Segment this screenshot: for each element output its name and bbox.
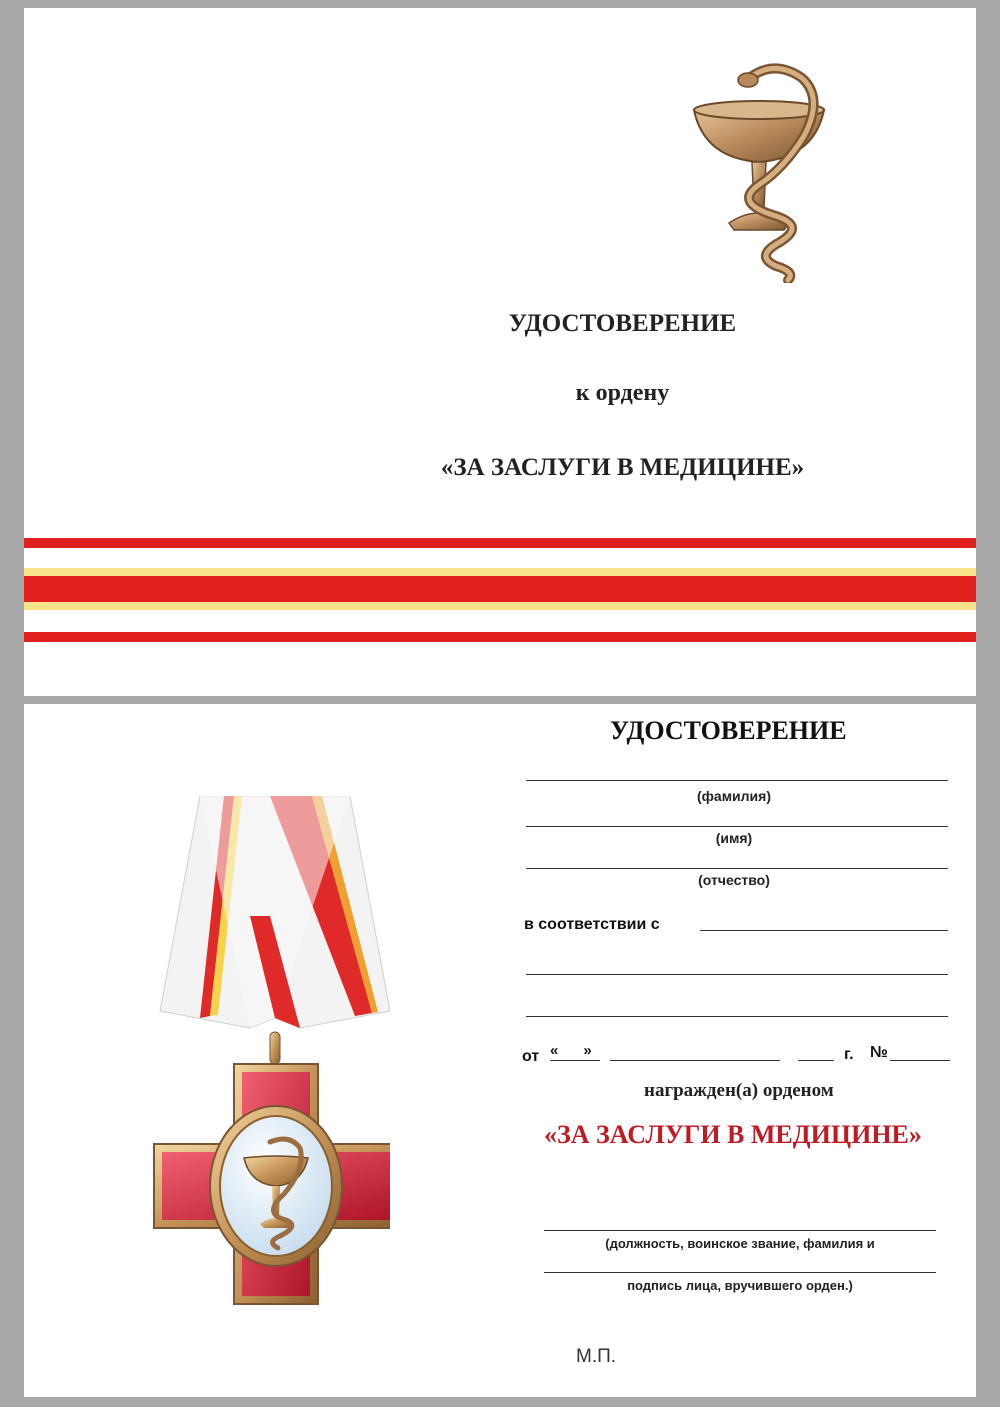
surname-line[interactable] bbox=[526, 780, 948, 781]
date-day-line bbox=[550, 1060, 600, 1061]
signature-line-2[interactable] bbox=[544, 1272, 936, 1273]
cover-order-name: «ЗА ЗАСЛУГИ В МЕДИЦИНЕ» bbox=[440, 454, 805, 481]
surname-caption: (фамилия) bbox=[697, 788, 771, 804]
stripe-yellow-top bbox=[24, 568, 976, 576]
cover-subtitle: к ордену bbox=[575, 380, 670, 406]
stripe-yellow-bottom bbox=[24, 602, 976, 610]
signature-line-1[interactable] bbox=[544, 1230, 936, 1231]
name-caption: (имя) bbox=[715, 830, 753, 846]
patronymic-line[interactable] bbox=[526, 868, 948, 869]
signature-caption-1: (должность, воинское звание, фамилия и bbox=[605, 1236, 875, 1251]
year-label: г. bbox=[844, 1046, 854, 1063]
accordance-line-3[interactable] bbox=[526, 1016, 948, 1017]
ribbon-stripes bbox=[24, 538, 976, 644]
cover-page bbox=[24, 8, 976, 696]
date-month-line[interactable] bbox=[610, 1060, 780, 1061]
number-label: № bbox=[870, 1044, 888, 1061]
stripe-red-main bbox=[24, 576, 976, 602]
awarded-text: награжден(а) орденом bbox=[644, 1080, 834, 1101]
order-cross-medal-icon bbox=[150, 796, 390, 1306]
stripe-red-bottom bbox=[24, 632, 976, 642]
from-label: от bbox=[522, 1048, 540, 1065]
inner-title: УДОСТОВЕРЕНИЕ bbox=[610, 716, 847, 745]
signature-caption-2: подпись лица, вручившего орден.) bbox=[627, 1278, 853, 1293]
date-year-line[interactable] bbox=[798, 1060, 834, 1061]
seal-label: М.П. bbox=[576, 1346, 617, 1367]
inner-order-name: «ЗА ЗАСЛУГИ В МЕДИЦИНЕ» bbox=[544, 1120, 922, 1149]
name-line[interactable] bbox=[526, 826, 948, 827]
number-line[interactable] bbox=[890, 1060, 950, 1061]
accordance-line-2[interactable] bbox=[526, 974, 948, 975]
stripe-red-top bbox=[24, 538, 976, 548]
patronymic-caption: (отчество) bbox=[698, 872, 770, 888]
cover-title: УДОСТОВЕРЕНИЕ bbox=[508, 310, 737, 337]
accordance-label: в соответствии с bbox=[524, 916, 660, 933]
accordance-line[interactable] bbox=[700, 930, 948, 931]
date-day-field[interactable]: « » bbox=[550, 1042, 592, 1059]
inner-page bbox=[24, 704, 976, 1397]
bowl-of-hygieia-icon bbox=[684, 58, 834, 283]
